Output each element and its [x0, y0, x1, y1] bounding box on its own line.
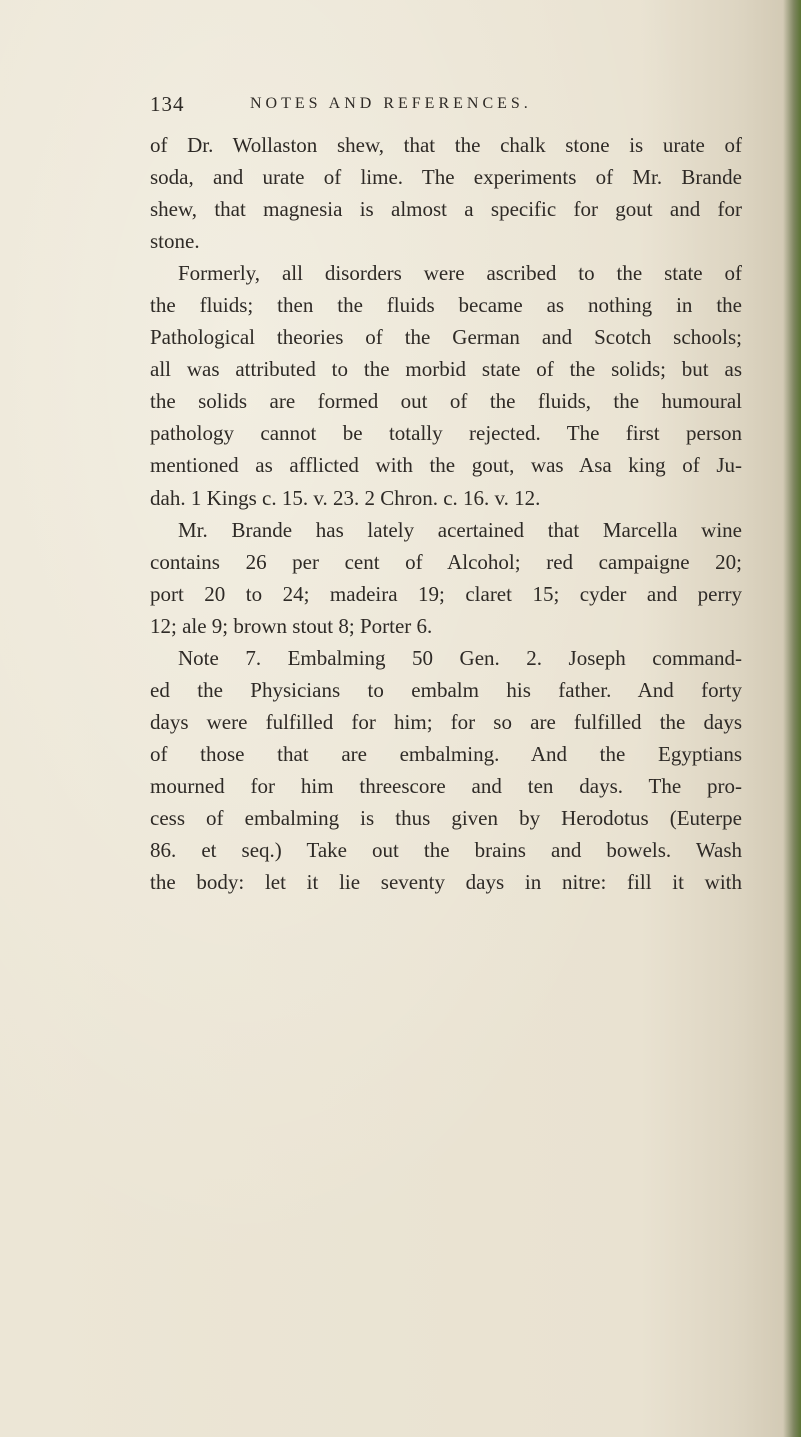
text-line: the fluids; then the fluids became as nothing in the [150, 293, 742, 318]
text-line: of Dr. Wollaston shew, that the chalk stone is urate of [150, 133, 742, 157]
text-line: mourned for him threescore and ten days. The pro- [150, 773, 742, 798]
text-line: pathology cannot be totally rejected. The first person [150, 421, 742, 446]
text-line: stone. [150, 229, 200, 254]
text-line: soda, and urate of lime. The experiments of Mr. Brande [150, 165, 742, 190]
text-line: cess of embalming is thus given by Herodotus (Euterpe [150, 805, 742, 830]
text-line: the body: let it lie seventy days in nitre: fill it with [150, 870, 742, 895]
text-line: of those that are embalming. And the Egyptians [150, 741, 742, 766]
text-line: dah. 1 Kings c. 15. v. 23. 2 Chron. c. 16. v. 12. [150, 485, 541, 510]
text-line: the solids are formed out of the fluids, the humoural [150, 389, 742, 414]
text-line: ed the Physicians to embalm his father. And forty [150, 677, 742, 702]
text-line: mentioned as afflicted with the gout, was Asa king of Ju- [150, 453, 742, 478]
text-line: shew, that magnesia is almost a specific for gout and for [150, 197, 742, 222]
text-line: all was attributed to the morbid state of the solids; but as [150, 357, 742, 382]
text-line: Pathological theories of the German and Scotch schools; [150, 325, 742, 350]
page-edge-shadow [783, 0, 801, 1437]
text-line: Formerly, all disorders were ascribed to the state of [178, 261, 742, 286]
text-line: 12; ale 9; brown stout 8; Porter 6. [150, 613, 433, 638]
text-line: contains 26 per cent of Alcohol; red campaigne 20; [150, 549, 742, 574]
running-head: NOTES AND REFERENCES. [250, 95, 532, 112]
body-text [150, 129, 742, 898]
text-line: Mr. Brande has lately acertained that Marcella wine [178, 517, 742, 542]
page-header [0, 92, 801, 122]
page-number: 134 [150, 92, 185, 116]
text-line: days were fulfilled for him; for so are fulfilled the days [150, 709, 742, 734]
text-line: 86. et seq.) Take out the brains and bowels. Wash [150, 838, 742, 863]
text-line: port 20 to 24; madeira 19; claret 15; cyder and perry [150, 581, 742, 606]
text-line: Note 7. Embalming 50 Gen. 2. Joseph command- [178, 645, 742, 670]
